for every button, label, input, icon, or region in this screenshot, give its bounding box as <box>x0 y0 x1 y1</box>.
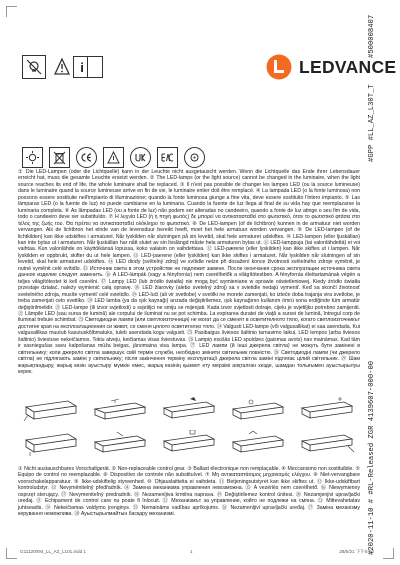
crop-mark-bottom-right <box>383 548 394 559</box>
lamp-unit-icon <box>22 430 80 456</box>
lamp-unit-icon <box>91 397 149 423</box>
ukca-mark-icon <box>130 147 151 168</box>
print-date: 28/5/21 下午5:12 <box>339 549 374 554</box>
lamp-unit-icon <box>160 397 218 423</box>
book-info-icon: i <box>54 55 103 79</box>
led-symbol-icon <box>22 147 43 168</box>
no-dimming-icon <box>22 55 46 79</box>
print-page-number: 1 <box>190 549 193 554</box>
ledvance-logo-icon <box>265 53 293 81</box>
brand-logo <box>265 53 396 81</box>
crop-mark-bottom-left <box>6 548 17 559</box>
ce-mark-icon <box>76 147 97 168</box>
no-bin-icon <box>49 147 70 168</box>
side-code-middle: #GPP #LL_AZ_L30T_T <box>368 84 376 162</box>
eac-mark-icon <box>157 147 178 168</box>
ip-rating-icon <box>184 147 205 168</box>
certification-icons <box>22 147 205 168</box>
crop-mark-top-left <box>6 6 17 17</box>
print-footer <box>20 549 374 555</box>
heat-limit-icon <box>103 147 124 168</box>
lamp-unit-icon <box>229 430 287 456</box>
lamp-unit-icon <box>229 397 287 423</box>
print-file-name: G11120094_LL_AZ_L101.indd 1 <box>20 549 86 554</box>
lamp-unit-icon <box>160 430 218 456</box>
lamp-illustration-row-1 <box>22 397 356 423</box>
control-gear-notice-text: ① Nicht austauschbares Vorschaltgerät. ② Non-replaceable control gear. ③ Ballast électronique non remplaçable. ④ Meccanismo non sostituibile. ⑤ Equipo de control no reemplazable. ⑥ Dispositivo de controle não substituível. ⑦ Μη αντικαταστάσιμος μηχανισμός ελέγχου. ⑧ Niet-vervangbare voorschakelapparatuur. ⑨ Ikke-udskiftelig styreenhed. ⑩ Ohjauslaitteita ei vaihdeta. ⑪ Betjeningsutstyret kan ikke skiftes ut. ⑫ Ikke-udskiftbart kontroludstyr. ⑬ Nevyměnitelný předřadník. ⑭ Замена механизма управления невозможна. ⑮ A vezérlés nem cserélhető. ⑯ Niewymienny osprzęt sterujący. ⑰ Nevymeniteľný predradník. ⑱ Nezamenljiva krmilna naprava. ⑲ Değiştirilemez kontrol ünitesi. ⑳ Nezamjenjivi upravljački uređaj. ㉑ Echipament de control care nu poate fi înlocuit. ㉒ Механизмът за управление, който не подлежи на смяна. ㉓ Mittevahetatav juhtseadis. ㉔ Nekeičiamas valdymo įrenginys. ㉕ Nemaināms vadības aprīkojums. ㉖ Nezamenljivi upravljački uređaj. ㉗ Заміна механізму керування неможлива. ㉘ Ауыстырылмайтын басқару механизмі. <box>18 466 360 518</box>
lamp-illustration-row-2 <box>22 430 356 456</box>
lamp-unit-icon <box>298 430 356 456</box>
top-icons <box>22 55 103 79</box>
brand-name: LEDVANCE <box>299 56 397 77</box>
side-code-top: #500008407 <box>368 14 376 58</box>
side-code-bottom: #2020-11-10 # #RL-Released ZGR 4139607-000-00 <box>368 360 376 555</box>
lamp-unit-icon <box>298 397 356 423</box>
lamp-unit-icon <box>22 397 80 423</box>
replacement-notice-text: ① Die LED-Lampen (oder die Lichtquelle) kann in der Leuchte nicht ausgetauscht werden. Wenn die Lichtquelle das Ende ihrer Lebensdauer erreicht hat, muss die gesamte Leuchte ersetzt werden. ② The LED-lamps (or the light source) cannot be changed in the luminaire, when the light source reaches its end of life, the whole luminaire shall be replaced. ③ Il n'est pas possible de changer les lampes LED (ou la source lumineuse) dans le luminaire quand la source lumineuse arrive en fin de vie, le luminaire entier doit être remplacé. ④ La lampada LED (o la fonte luminosa) non possono essere sostituite nell'impianto di illuminazione; quando la fonte luminosa giunge a fine vita, deve essere sostituito l'intero impianto. ⑤ Las lámparas LED (o la fuente de luz) no puede cambiarse en la luminaria. Cuando la fuente de luz llega al final de su vida hay que reemplazarse la luminaria completa. ⑥ As lâmpadas LED (ou a fonte de luz) não podem ser alteradas no candeeiro, quando a fonte de luz atinge o seu fim de vida, todo o candeeiro deve ser substituído. ⑦ Η λυχνία LED (ή η πηγή φωτός) δε μπορεί να αντικατασταθεί στο φωτιστικό, όταν το φωτιστικό φτάσει στο τέλος της ζωής του. Θα πρέπει να αντικατασταθεί ολόκληρο το φωτιστικό. ⑧ De LED-lampen (of de lichtbron) kunnen in de armatuur niet worden vervangen. Als de lichtbron het einde van de levensduur bereikt heeft, moet het hele armatuur worden vervangen. ⑨ De LED-lampen (of de lichtkilden) kan ikke udskiftes i armaturet. Når lyskilden når slutningen på sin levetid, skal hele armaturet udskiftes. ⑩ LED-lampen (eller ljuskällan) kan inte bytas ut i armaturen. Når ljuskällan har nått slutet av sin livslängd måste hela armaturen bytas ut. ⑪ LED-lamppuja (tai valonlähdettä) ei voi vaihtaa. Kun valonlähde on käyttöikänsä lopussa, koko valaisin on vaihdettava. ⑫ LED-pærene (eller lyskilden) kan ikke skiftes ut i lampen. Når lyskilden er oppbrukt, skifter du ut hele lampen. ⑬ LED-paerene (eller lyskilden) kan ikke skiftes i armaturet. Når lyskilden når slutningen af sin levetid, skal hele armaturet udskiftes. ⑭ LED diody (světelný zdroj) ve svítidle nelze při dosažení konce životnosti světelného zdroje vyměnit, je nutné vyměnit celé svítidlo. ⑮ Источник света в этом устройстве не подлежит замене. После окончания срока эксплуатации источника света данное изделие следует заменить. ⑯ A LED-lámpák (vagy a fényforrás) nem cserélhetők a világítótestben. A fényforrás élettartamának végén a teljes világítótestet ki kell cserélni. ⑰ Lampy LED (lub źródło światła) nie mogą być wymieniane w oprawie oświetleniowej. Kiedy źródło światła przestaje działać, należy wymienić całą oprawę. ⑱ LED žiarovky (alebo svetelný zdroj) sa v svietidle nedajú vymeniť. Keď sa skončí životnosť svetelného zdroja, musíte vymeniť celé svietidlo. ⑲ LED-luči (ali vir svetlobe) v svetilki ne morete zamenjati, ko izteče doba trajanja vira svetlobe, je treba zamenjati celo svetilko. ⑳ LED lamba (ya da ışık kaynağı) arızada değiştirilemez, ışık kaynağının kullanım ömrü sona erdiğinde tüm armatür değiştirilmelidir. ㉑ LED-lampe (ili izvor svjetlosti) u svjetiljci ne smiju se mijenjati. Kada izvor svjetlosti dotraje, cijelu je svjetiljku potrebno zamijeniti. ㉒ Lămpile LED (sau sursa de lumină) ale corpului de iluminat nu se pot schimba. La expirarea duratei de viaţă a sursei de lumină, întregul corp de iluminat trebuie schimbat. ㉓ Светодиодни лампи (или светлоизточници) не могат да се сменят в осветителното тяло, когато светлоизточникът достигне края на експлоатационния си живот, се сменя цялото осветително тяло. ㉔ Valgusti LED-lampe (või valgusallikat) ei saa asendada. Kui valgusallikas muutub kasutuskõlbmatuks, tuleb asendada kogu valgusti. ㉕ Pasibaigus šviesos šaltinio tarnavimo laikui, LED lempos (arba šviesos šaltinio) šviestuve nekeičiamos. Tokiu atveju, keičiamas visas šviestuvas. ㉖ Lampiņ esošās LED spuldzes (gaismas avots) nav maināmas. Kad tām ir sasniegušas savu kalpošanas mūža beigas, jānomaina visa lampa. ㉗ LED лампи (й інші джерела світла) не можуть бути замінені в світильнику; коли джерело світла завершує свій термін служби, необхідно змінити світильник повністю. ㉘ Светодиодні лампи (чи джерело світла) не підлягають заміні у світильнику; після закінчення терміну експлуатації джерела світла заміні підлягає цілий світильник. ㉙ Шам жарықтандыру, жарық көзін ауыстыру мүмкін емес, жарық көзінің қызмет ету мерзімі аяқталған кезде, шамдан толығымен ауыстырылуы керек. <box>18 169 361 376</box>
lamp-unit-icon <box>91 430 149 456</box>
